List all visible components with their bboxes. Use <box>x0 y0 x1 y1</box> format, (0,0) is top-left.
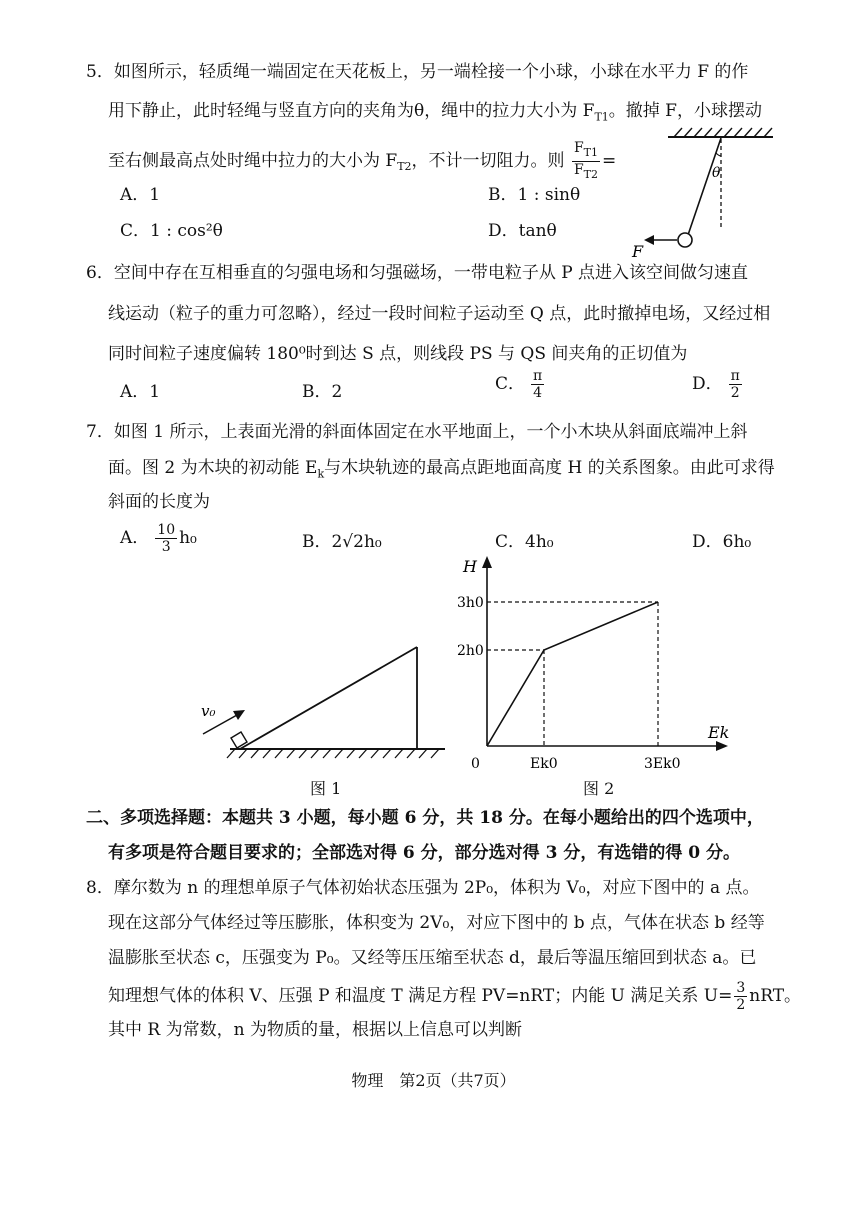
section-2-heading-line-2: 有多项是符合题目要求的；全部选对得 6 分，部分选对得 3 分，有选错的得 0 分。 <box>108 843 740 863</box>
y-axis-arrow <box>482 556 492 568</box>
q6-line-3: 同时间粒子速度偏转 180⁰时到达 S 点，则线段 PS 与 QS 间夹角的正切值为 <box>108 344 688 364</box>
q7-option-b: B．2√2h₀ <box>302 532 382 552</box>
figure-1-caption: 图 1 <box>310 779 342 798</box>
q5-line-3: 至右侧最高点处时绳中拉力的大小为 $F_{T2}$，不计一切阻力。则 $\frac{F_{T1}}{F_{T2}}$ = <box>108 140 617 181</box>
q7-option-c: C．4h₀ <box>495 532 554 552</box>
y-tick-label-1: 3h0 <box>457 595 484 611</box>
h-vs-ek-chart <box>440 548 740 778</box>
q6-option-c: C． $\frac{\pi}{4}$ <box>495 368 543 401</box>
figure-2-caption: 图 2 <box>583 779 615 798</box>
theta-label: θ <box>712 165 721 181</box>
q6-line-1: 6．空间中存在互相垂直的匀强电场和匀强磁场，一带电粒子从 P 点进入该空间做匀速直 <box>86 263 749 283</box>
q7-line-1: 7．如图 1 所示，上表面光滑的斜面体固定在水平地面上，一个小木块从斜面底端冲上斜 <box>86 422 748 442</box>
force-arrow-head <box>644 235 654 245</box>
q5-option-a: A．1 <box>120 185 161 205</box>
q8-line-1: 8．摩尔数为 n 的理想单原子气体初始状态压强为 2P₀，体积为 V₀，对应下图中的 a 点。 <box>86 878 760 898</box>
q6-option-d: D． $\frac{\pi}{2}$ <box>692 368 740 401</box>
x-tick-label-2: 3Ek0 <box>644 756 681 772</box>
incline-surface <box>240 647 417 749</box>
ceiling-hatching <box>674 128 772 137</box>
y-axis-label: H <box>463 557 477 576</box>
q6-option-a: A．1 <box>120 382 161 402</box>
q5-line-2: 用下静止，此时轻绳与竖直方向的夹角为θ，绳中的拉力大小为 $F_{T1}$。撤掉 F，小球摆动 <box>108 101 762 124</box>
rope <box>688 138 721 235</box>
q5-line-1: 5．如图所示，轻质绳一端固定在天花板上，另一端栓接一个小球，小球在水平力 F 的作 <box>86 62 749 82</box>
ground-hatching <box>227 749 439 758</box>
q5-option-b: B．1 : sinθ <box>488 185 581 205</box>
q8-line-2: 现在这部分气体经过等压膨胀，体积变为 2V₀，对应下图中的 b 点，气体在状态 b 经等 <box>108 913 765 933</box>
q7-line-2: 面。图 2 为木块的初动能 $E_k$与木块轨迹的最高点距地面高度 H 的关系图象。由此可求得 <box>108 458 775 481</box>
x-axis-arrow <box>716 741 728 751</box>
series-line-h-ek <box>487 602 658 746</box>
q8-line-3: 温膨胀至状态 c，压强变为 P₀。又经等压压缩至状态 d，最后等温压缩回到状态 a。已 <box>108 948 757 968</box>
q6-line-2: 线运动（粒子的重力可忽略），经过一段时间粒子运动至 Q 点，此时撤掉电场，又经过相 <box>108 304 771 324</box>
angle-arc <box>716 153 721 156</box>
q8-line-4: 知理想气体的体积 V、压强 P 和温度 T 满足方程 PV=nRT；内能 U 满足关系 U= $\frac{3}{2}$ nRT。 <box>108 980 802 1013</box>
q5-ratio-fraction: $\frac{F_{T1}}{F_{T2}}$ <box>573 140 599 181</box>
ball <box>678 233 692 247</box>
q7-line-3: 斜面的长度为 <box>108 492 210 512</box>
page-footer: 物理 第2页（共7页） <box>351 1071 516 1090</box>
q7-option-a: A． $\frac{10}{3}$ h₀ <box>120 522 197 555</box>
force-label: F <box>632 242 644 260</box>
q8-line-5: 其中 R 为常数，n 为物质的量，根据以上信息可以判断 <box>108 1020 522 1040</box>
q6-option-b: B．2 <box>302 382 343 402</box>
x-axis-label: Ek <box>708 723 730 742</box>
v0-label: v₀ <box>201 702 216 720</box>
pendulum-figure <box>628 125 778 260</box>
velocity-arrow-head <box>233 710 245 720</box>
y-tick-label-0: 2h0 <box>457 643 484 659</box>
x-tick-label-0: 0 <box>471 756 480 772</box>
incline-figure <box>195 630 455 770</box>
q7-option-d: D．6h₀ <box>692 532 752 552</box>
q5-option-c: C．1 : cos²θ <box>120 221 223 241</box>
section-2-heading-line-1: 二、多项选择题：本题共 3 小题，每小题 6 分，共 18 分。在每小题给出的四个选项中， <box>86 808 764 828</box>
x-tick-label-1: Ek0 <box>530 756 558 772</box>
q5-option-d: D．tanθ <box>488 221 557 241</box>
